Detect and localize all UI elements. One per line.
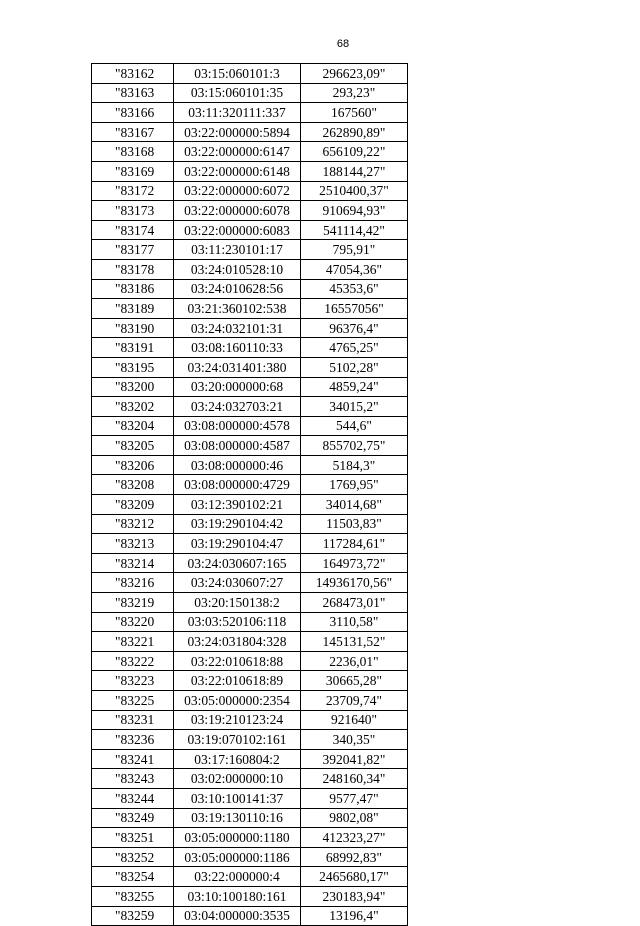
cadastral-number-cell: 03:04:000000:3535: [174, 906, 301, 926]
cadastral-number-cell: 03:22:000000:4: [174, 867, 301, 887]
table-row: [92, 612, 408, 632]
table-row: [92, 436, 408, 456]
cadastral-number-cell: 03:11:230101:17: [174, 240, 301, 260]
row-number-cell: "83209: [92, 495, 174, 515]
cadastral-number-cell: 03:10:100141:37: [174, 788, 301, 808]
cadastral-number-cell: 03:22:000000:5894: [174, 122, 301, 142]
table-row: [92, 710, 408, 730]
cadastral-number-cell: 03:24:032101:31: [174, 318, 301, 338]
value-cell: 23709,74": [301, 691, 408, 711]
row-number-cell: "83186: [92, 279, 174, 299]
table-row: [92, 475, 408, 495]
value-cell: 3110,58": [301, 612, 408, 632]
row-number-cell: "83202: [92, 397, 174, 417]
value-cell: 656109,22": [301, 142, 408, 162]
value-cell: 117284,61": [301, 534, 408, 554]
value-cell: 34015,2": [301, 397, 408, 417]
row-number-cell: "83216: [92, 573, 174, 593]
cadastral-number-cell: 03:24:032703:21: [174, 397, 301, 417]
table-row: [92, 279, 408, 299]
row-number-cell: "83166: [92, 103, 174, 123]
row-number-cell: "83244: [92, 788, 174, 808]
row-number-cell: "83178: [92, 259, 174, 279]
row-number-cell: "83189: [92, 299, 174, 319]
cadastral-number-cell: 03:22:000000:6083: [174, 220, 301, 240]
table-row: [92, 632, 408, 652]
table-row: [92, 83, 408, 103]
value-cell: 340,35": [301, 730, 408, 750]
cadastral-number-cell: 03:15:060101:3: [174, 64, 301, 84]
value-cell: 96376,4": [301, 318, 408, 338]
row-number-cell: "83223: [92, 671, 174, 691]
row-number-cell: "83219: [92, 593, 174, 613]
row-number-cell: "83225: [92, 691, 174, 711]
value-cell: 248160,34": [301, 769, 408, 789]
row-number-cell: "83168: [92, 142, 174, 162]
row-number-cell: "83205: [92, 436, 174, 456]
value-cell: 412323,27": [301, 828, 408, 848]
row-number-cell: "83206: [92, 455, 174, 475]
cadastral-number-cell: 03:19:290104:47: [174, 534, 301, 554]
value-cell: 30665,28": [301, 671, 408, 691]
cadastral-number-cell: 03:11:320111:337: [174, 103, 301, 123]
row-number-cell: "83231: [92, 710, 174, 730]
value-cell: 167560": [301, 103, 408, 123]
row-number-cell: "83255: [92, 886, 174, 906]
table-row: [92, 259, 408, 279]
value-cell: 296623,09": [301, 64, 408, 84]
row-number-cell: "83236: [92, 730, 174, 750]
value-cell: 392041,82": [301, 749, 408, 769]
cadastral-number-cell: 03:20:000000:68: [174, 377, 301, 397]
cadastral-number-cell: 03:22:010618:89: [174, 671, 301, 691]
row-number-cell: "83195: [92, 357, 174, 377]
table-row: [92, 514, 408, 534]
cadastral-number-cell: 03:22:000000:6148: [174, 161, 301, 181]
table-row: [92, 299, 408, 319]
cadastral-number-cell: 03:08:000000:4587: [174, 436, 301, 456]
cadastral-number-cell: 03:22:000000:6072: [174, 181, 301, 201]
cadastral-number-cell: 03:05:000000:1186: [174, 847, 301, 867]
value-cell: 2465680,17": [301, 867, 408, 887]
value-cell: 188144,27": [301, 161, 408, 181]
row-number-cell: "83243: [92, 769, 174, 789]
table-row: [92, 593, 408, 613]
table-row: [92, 318, 408, 338]
page-number: 68: [336, 38, 350, 50]
value-cell: 145131,52": [301, 632, 408, 652]
value-cell: 4765,25": [301, 338, 408, 358]
cadastral-number-cell: 03:02:000000:10: [174, 769, 301, 789]
cadastral-number-cell: 03:19:070102:161: [174, 730, 301, 750]
value-cell: 9577,47": [301, 788, 408, 808]
row-number-cell: "83213: [92, 534, 174, 554]
table-row: [92, 142, 408, 162]
table-row: [92, 788, 408, 808]
cadastral-number-cell: 03:22:000000:6078: [174, 201, 301, 221]
row-number-cell: "83163: [92, 83, 174, 103]
row-number-cell: "83174: [92, 220, 174, 240]
value-cell: 164973,72": [301, 553, 408, 573]
cadastral-number-cell: 03:20:150138:2: [174, 593, 301, 613]
table-row: [92, 495, 408, 515]
table-row: [92, 416, 408, 436]
value-cell: 2236,01": [301, 651, 408, 671]
row-number-cell: "83167: [92, 122, 174, 142]
table-row: [92, 730, 408, 750]
cadastral-number-cell: 03:05:000000:1180: [174, 828, 301, 848]
value-cell: 47054,36": [301, 259, 408, 279]
table-row: [92, 906, 408, 926]
table-row: [92, 553, 408, 573]
cadastral-number-cell: 03:05:000000:2354: [174, 691, 301, 711]
row-number-cell: "83259: [92, 906, 174, 926]
table-row: [92, 886, 408, 906]
cadastral-number-cell: 03:24:030607:27: [174, 573, 301, 593]
value-cell: 14936170,56": [301, 573, 408, 593]
value-cell: 541114,42": [301, 220, 408, 240]
table-row: [92, 122, 408, 142]
table-row: [92, 828, 408, 848]
cadastral-number-cell: 03:19:130110:16: [174, 808, 301, 828]
table-row: [92, 691, 408, 711]
table-row: [92, 103, 408, 123]
cadastral-number-cell: 03:08:000000:4729: [174, 475, 301, 495]
value-cell: 1769,95": [301, 475, 408, 495]
value-cell: 11503,83": [301, 514, 408, 534]
row-number-cell: "83249: [92, 808, 174, 828]
value-cell: 921640": [301, 710, 408, 730]
table-row: [92, 534, 408, 554]
row-number-cell: "83252: [92, 847, 174, 867]
value-cell: 13196,4": [301, 906, 408, 926]
cadastral-number-cell: 03:24:030607:165: [174, 553, 301, 573]
table-row: [92, 769, 408, 789]
value-cell: 910694,93": [301, 201, 408, 221]
data-table-container: [91, 63, 408, 926]
table-row: [92, 220, 408, 240]
value-cell: 4859,24": [301, 377, 408, 397]
cadastral-number-cell: 03:24:010528:10: [174, 259, 301, 279]
cadastral-number-cell: 03:24:010628:56: [174, 279, 301, 299]
cadastral-number-cell: 03:08:000000:4578: [174, 416, 301, 436]
cadastral-number-cell: 03:24:031804:328: [174, 632, 301, 652]
row-number-cell: "83241: [92, 749, 174, 769]
row-number-cell: "83212: [92, 514, 174, 534]
value-cell: 230183,94": [301, 886, 408, 906]
row-number-cell: "83190: [92, 318, 174, 338]
table-row: [92, 338, 408, 358]
cadastral-number-cell: 03:08:160110:33: [174, 338, 301, 358]
value-cell: 262890,89": [301, 122, 408, 142]
row-number-cell: "83191: [92, 338, 174, 358]
cadastral-number-cell: 03:24:031401:380: [174, 357, 301, 377]
table-row: [92, 749, 408, 769]
row-number-cell: "83177: [92, 240, 174, 260]
row-number-cell: "83221: [92, 632, 174, 652]
cadastral-number-cell: 03:03:520106:118: [174, 612, 301, 632]
cadastral-number-cell: 03:10:100180:161: [174, 886, 301, 906]
value-cell: 855702,75": [301, 436, 408, 456]
value-cell: 5184,3": [301, 455, 408, 475]
value-cell: 9802,08": [301, 808, 408, 828]
table-row: [92, 573, 408, 593]
cadastral-number-cell: 03:08:000000:46: [174, 455, 301, 475]
cadastral-number-cell: 03:17:160804:2: [174, 749, 301, 769]
table-row: [92, 357, 408, 377]
cadastral-number-cell: 03:15:060101:35: [174, 83, 301, 103]
row-number-cell: "83204: [92, 416, 174, 436]
value-cell: 795,91": [301, 240, 408, 260]
table-row: [92, 377, 408, 397]
table-row: [92, 64, 408, 84]
row-number-cell: "83162: [92, 64, 174, 84]
cadastral-number-cell: 03:19:290104:42: [174, 514, 301, 534]
row-number-cell: "83173: [92, 201, 174, 221]
cadastral-number-cell: 03:19:210123:24: [174, 710, 301, 730]
cadastral-number-cell: 03:22:000000:6147: [174, 142, 301, 162]
table-row: [92, 671, 408, 691]
table-row: [92, 201, 408, 221]
row-number-cell: "83220: [92, 612, 174, 632]
value-cell: 45353,6": [301, 279, 408, 299]
row-number-cell: "83208: [92, 475, 174, 495]
table-row: [92, 455, 408, 475]
table-row: [92, 867, 408, 887]
row-number-cell: "83222: [92, 651, 174, 671]
value-cell: 16557056": [301, 299, 408, 319]
table-row: [92, 847, 408, 867]
table-row: [92, 181, 408, 201]
table-row: [92, 240, 408, 260]
row-number-cell: "83169: [92, 161, 174, 181]
value-cell: 5102,28": [301, 357, 408, 377]
value-cell: 293,23": [301, 83, 408, 103]
table-body: [92, 64, 408, 926]
table-row: [92, 161, 408, 181]
data-table: [91, 63, 408, 926]
row-number-cell: "83172: [92, 181, 174, 201]
cadastral-number-cell: 03:12:390102:21: [174, 495, 301, 515]
row-number-cell: "83251: [92, 828, 174, 848]
value-cell: 544,6": [301, 416, 408, 436]
cadastral-number-cell: 03:22:010618:88: [174, 651, 301, 671]
table-row: [92, 397, 408, 417]
table-row: [92, 651, 408, 671]
cadastral-number-cell: 03:21:360102:538: [174, 299, 301, 319]
value-cell: 2510400,37": [301, 181, 408, 201]
row-number-cell: "83214: [92, 553, 174, 573]
table-row: [92, 808, 408, 828]
row-number-cell: "83254: [92, 867, 174, 887]
value-cell: 34014,68": [301, 495, 408, 515]
value-cell: 68992,83": [301, 847, 408, 867]
value-cell: 268473,01": [301, 593, 408, 613]
row-number-cell: "83200: [92, 377, 174, 397]
